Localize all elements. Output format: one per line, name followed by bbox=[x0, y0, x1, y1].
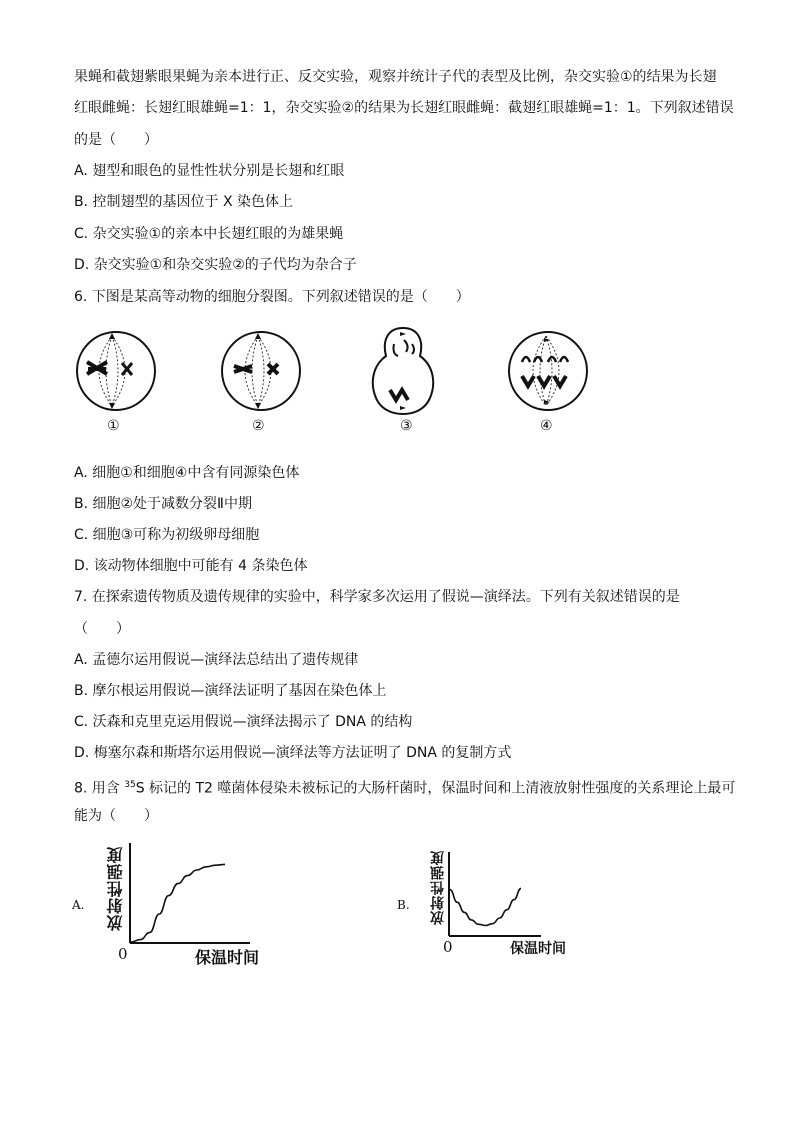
q7-option-c: C. 沃森和克里克运用假说—演绎法揭示了 DNA 的结构 bbox=[74, 714, 413, 730]
chart-b-x-axis-label: 保温时间 bbox=[510, 941, 566, 957]
q6-option-a: A. 细胞①和细胞④中含有同源染色体 bbox=[74, 465, 300, 481]
q5-option-b: B. 控制翅型的基因位于 X 染色体上 bbox=[74, 194, 293, 210]
cell-label-1: ① bbox=[107, 418, 120, 434]
q5-option-d: D. 杂交实验①和杂交实验②的子代均为杂合子 bbox=[74, 257, 357, 273]
q7-option-a: A. 孟德尔运用假说—演绎法总结出了遗传规律 bbox=[74, 652, 359, 668]
chart-b-origin-label: 0 bbox=[443, 938, 453, 956]
chart-a-x-axis-label: 保温时间 bbox=[195, 948, 260, 967]
chart-b-curve bbox=[450, 888, 521, 925]
q7-stem-line-2: （ ） bbox=[74, 621, 130, 637]
q6-stem: 6. 下图是某高等动物的细胞分裂图。下列叙述错误的是（ ） bbox=[74, 289, 470, 305]
q5-option-c: C. 杂交实验①的亲本中长翅红眼的为雄果蝇 bbox=[74, 226, 344, 242]
chart-a bbox=[125, 838, 255, 948]
q8-stem-text: S 标记的 T2 噬菌体侵染未被标记的大肠杆菌时，保温时间和上清液放射性强度的关系理论上最可 bbox=[135, 780, 736, 797]
cell-diagram-3 bbox=[366, 322, 440, 418]
q5-stem-line-3: 的是（ ） bbox=[74, 132, 158, 148]
chart-a-y-axis-label: 放射性强度 bbox=[106, 846, 125, 931]
q5-stem-line-2: 红眼雌蝇：长翅红眼雄蝇=1：1，杂交实验②的结果为长翅红眼雌蝇：截翅红眼雄蝇=1：1。下列叙述错误 bbox=[74, 100, 734, 116]
chart-b-option-label: B. bbox=[397, 898, 410, 912]
q8-stem-line-1 bbox=[74, 775, 735, 799]
chart-b-y-axis-label: 放射性强度 bbox=[430, 850, 446, 925]
q8-isotope-superscript: 35 bbox=[124, 780, 136, 790]
q7-option-b: B. 摩尔根运用假说—演绎法证明了基因在染色体上 bbox=[74, 683, 387, 699]
cell-diagram-4 bbox=[506, 330, 590, 412]
chart-a-option-label: A. bbox=[72, 898, 85, 912]
q8-stem-prefix: 8. 用含 bbox=[74, 780, 125, 797]
q6-option-b: B. 细胞②处于减数分裂Ⅱ中期 bbox=[74, 496, 252, 512]
chart-a-origin-label: 0 bbox=[118, 945, 128, 963]
q7-option-d: D. 梅塞尔森和斯塔尔运用假说—演绎法等方法证明了 DNA 的复制方式 bbox=[74, 745, 512, 761]
cell-diagram-1 bbox=[72, 330, 160, 412]
q6-option-c: C. 细胞③可称为初级卵母细胞 bbox=[74, 527, 260, 543]
cell-label-3: ③ bbox=[400, 418, 413, 434]
q7-stem-line-1: 7. 在探索遗传物质及遗传规律的实验中，科学家多次运用了假说—演绎法。下列有关叙述错误的是 bbox=[74, 589, 680, 605]
q5-option-a: A. 翅型和眼色的显性性状分别是长翅和红眼 bbox=[74, 163, 345, 179]
cell-label-4: ④ bbox=[540, 418, 553, 434]
chart-a-curve bbox=[131, 864, 225, 942]
q5-stem-line-1: 果蝇和截翅紫眼果蝇为亲本进行正、反交实验，观察并统计子代的表型及比例，杂交实验①的结果为长翅 bbox=[74, 69, 717, 85]
q6-option-d: D. 该动物体细胞中可能有 4 条染色体 bbox=[74, 558, 308, 574]
chart-b bbox=[445, 848, 545, 940]
q8-stem-line-2: 能为（ ） bbox=[74, 808, 158, 824]
cell-label-2: ② bbox=[252, 418, 265, 434]
cell-diagram-2 bbox=[218, 330, 304, 412]
